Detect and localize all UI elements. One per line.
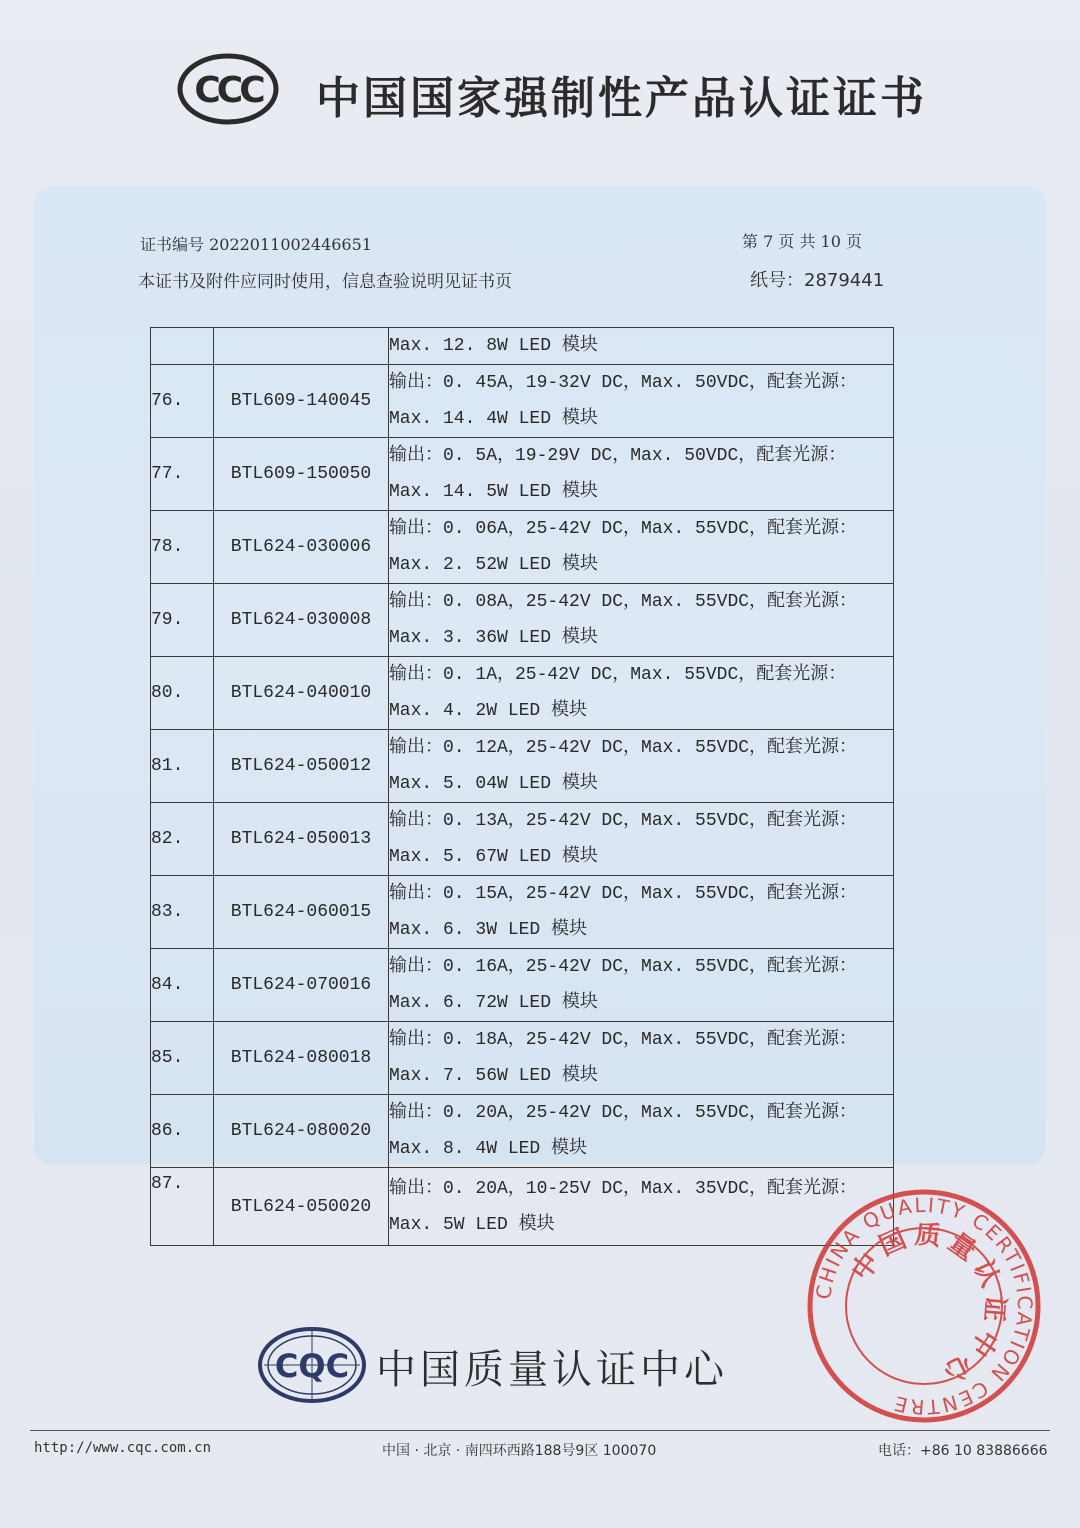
spec-text [389, 365, 894, 438]
row-number: 85. [151, 1022, 214, 1095]
spec-text [389, 657, 894, 730]
table-row [151, 328, 894, 365]
page-indicator: 第 7 页 共 10 页 [742, 232, 862, 251]
spec-text [389, 584, 894, 657]
model-code [214, 328, 389, 365]
website-link[interactable]: http://www.cqc.com.cn [34, 1440, 212, 1456]
spec-line: 输出：0. 15A，25-42V DC，Max. 55VDC，配套光源： [389, 884, 858, 904]
spec-line: 输出：0. 12A，25-42V DC，Max. 55VDC，配套光源： [389, 738, 858, 758]
ccc-logo-icon [176, 52, 280, 126]
row-number [151, 328, 214, 365]
spec-line: Max. 3. 36W LED 模块 [389, 628, 598, 648]
spec-line: Max. 12. 8W LED 模块 [389, 336, 598, 356]
spec-text [389, 876, 894, 949]
spec-line: Max. 4. 2W LED 模块 [389, 701, 588, 721]
spec-text [389, 511, 894, 584]
row-number: 82. [151, 803, 214, 876]
table-row [151, 730, 894, 803]
spec-line: 输出：0. 1A，25-42V DC，Max. 55VDC，配套光源： [389, 665, 847, 685]
model-code: BTL624-050020 [214, 1168, 389, 1246]
certificate-header [0, 40, 1080, 150]
spec-line: 输出：0. 13A，25-42V DC，Max. 55VDC，配套光源： [389, 811, 858, 831]
spec-text [389, 730, 894, 803]
seal-outer-text: CHINA QUALITY CERTIFICATION CENTRE [811, 1192, 1038, 1420]
spec-text [389, 1022, 894, 1095]
seal-inner-text: 中国质量认证中心 [846, 1219, 1010, 1390]
footer-divider [30, 1430, 1050, 1431]
spec-line: 输出：0. 45A，19-32V DC，Max. 50VDC，配套光源： [389, 373, 858, 393]
model-code: BTL624-030008 [214, 584, 389, 657]
spec-text [389, 949, 894, 1022]
model-code: BTL609-150050 [214, 438, 389, 511]
certificate-title: 中国国家强制性产品认证证书 [316, 73, 927, 124]
spec-line: Max. 14. 4W LED 模块 [389, 409, 598, 429]
row-number: 76. [151, 365, 214, 438]
spec-line: 输出：0. 20A，10-25V DC，Max. 35VDC，配套光源： [389, 1178, 858, 1199]
table-row [151, 1095, 894, 1168]
model-code: BTL624-080020 [214, 1095, 389, 1168]
row-number: 77. [151, 438, 214, 511]
certification-seal [806, 1188, 1042, 1424]
usage-notice: 本证书及附件应同时使用，信息查验说明见证书页 [138, 272, 512, 292]
spec-text [389, 1095, 894, 1168]
row-number: 84. [151, 949, 214, 1022]
row-number: 86. [151, 1095, 214, 1168]
row-number: 79. [151, 584, 214, 657]
spec-line: Max. 6. 72W LED 模块 [389, 993, 598, 1013]
table-row [151, 876, 894, 949]
row-number: 78. [151, 511, 214, 584]
table-row [151, 438, 894, 511]
spec-line: Max. 7. 56W LED 模块 [389, 1066, 598, 1086]
spec-text [389, 803, 894, 876]
spec-line: Max. 2. 52W LED 模块 [389, 555, 598, 575]
phone-number: 电话：+86 10 83886666 [878, 1443, 1048, 1459]
table-row [151, 657, 894, 730]
row-number: 83. [151, 876, 214, 949]
model-code: BTL609-140045 [214, 365, 389, 438]
spec-line: Max. 5. 04W LED 模块 [389, 774, 598, 794]
model-code: BTL624-050013 [214, 803, 389, 876]
ccc-logo-text: CCC [194, 70, 262, 111]
paper-number: 纸号：2879441 [750, 270, 885, 291]
model-table [150, 327, 894, 1246]
model-code: BTL624-070016 [214, 949, 389, 1022]
address: 中国 · 北京 · 南四环西路188号9区 100070 [382, 1443, 657, 1459]
spec-text [389, 328, 894, 365]
spec-line: Max. 5W LED 模块 [389, 1214, 555, 1235]
spec-line: 输出：0. 06A，25-42V DC，Max. 55VDC，配套光源： [389, 519, 858, 539]
model-code: BTL624-040010 [214, 657, 389, 730]
spec-line: 输出：0. 18A，25-42V DC，Max. 55VDC，配套光源： [389, 1030, 858, 1050]
table-row [151, 365, 894, 438]
table-row [151, 803, 894, 876]
spec-line: Max. 6. 3W LED 模块 [389, 920, 588, 940]
table-row [151, 511, 894, 584]
row-number: 81. [151, 730, 214, 803]
table-row [151, 584, 894, 657]
spec-line: 输出：0. 5A，19-29V DC，Max. 50VDC，配套光源： [389, 446, 847, 466]
model-code: BTL624-030006 [214, 511, 389, 584]
table-row [151, 1022, 894, 1095]
model-code: BTL624-080018 [214, 1022, 389, 1095]
table-row [151, 949, 894, 1022]
spec-text [389, 438, 894, 511]
organization-name: 中国质量认证中心 [376, 1347, 728, 1393]
spec-line: Max. 5. 67W LED 模块 [389, 847, 598, 867]
row-number: 87. [151, 1168, 214, 1246]
spec-line: 输出：0. 16A，25-42V DC，Max. 55VDC，配套光源： [389, 957, 858, 977]
cqc-logo-icon [256, 1325, 368, 1405]
spec-line: Max. 8. 4W LED 模块 [389, 1139, 588, 1159]
cqc-logo-text: CQC [274, 1347, 350, 1385]
spec-line: 输出：0. 20A，25-42V DC，Max. 55VDC，配套光源： [389, 1103, 858, 1123]
spec-line: 输出：0. 08A，25-42V DC，Max. 55VDC，配套光源： [389, 592, 858, 612]
model-code: BTL624-050012 [214, 730, 389, 803]
table-row [151, 1168, 894, 1246]
certificate-number: 证书编号 2022011002446651 [140, 235, 372, 254]
model-code: BTL624-060015 [214, 876, 389, 949]
row-number: 80. [151, 657, 214, 730]
spec-line: Max. 14. 5W LED 模块 [389, 482, 598, 502]
